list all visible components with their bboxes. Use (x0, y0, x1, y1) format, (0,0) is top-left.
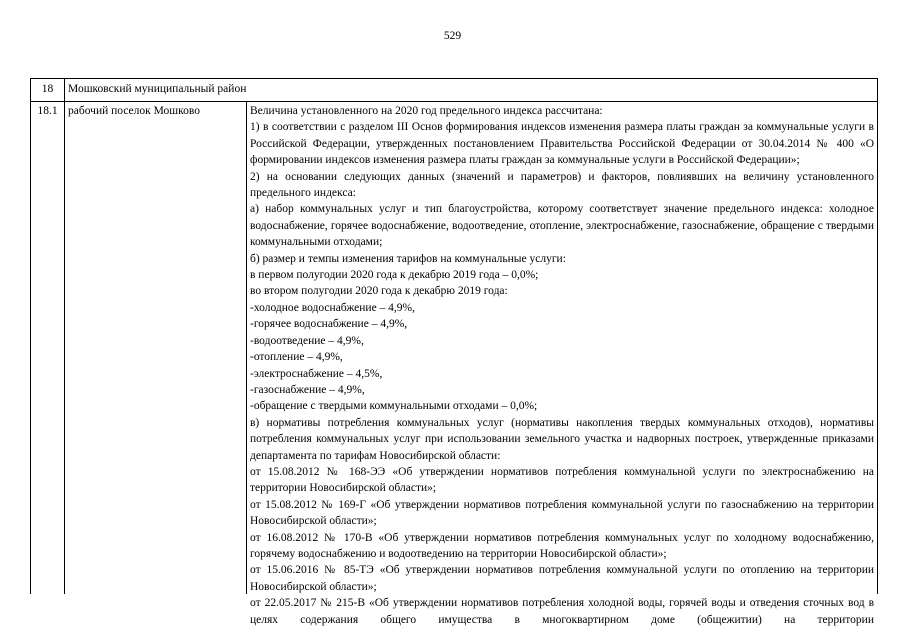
description-paragraph: от 15.08.2012 № 168-ЭЭ «Об утверждении нормативов потребления коммунальной услуги по электроснабжению на территории Новосибирской области»; (250, 465, 874, 495)
description-paragraph: -холодное водоснабжение – 4,9%, (250, 301, 415, 314)
description-paragraph: от 15.08.2012 № 169-Г «Об утверждении нормативов потребления коммунальной услуги по газоснабжению на территории Новосибирской области»; (250, 498, 874, 528)
index-description-cell (247, 102, 878, 626)
description-paragraph: а) набор коммунальных услуг и тип благоустройства, которому соответствует значение предельного индекса: холодное водоснабжение, горячее водоснабжение, водоотведение, отопление, электроснабжение, газоснабжение, обращение с твердыми коммунальными отходами; (250, 203, 874, 249)
index-description (250, 103, 874, 626)
page-number: 529 (443, 30, 462, 42)
description-paragraph: 1) в соответствии с разделом III Основ формирования индексов изменения размера платы граждан за коммунальные услуги в Российской Федерации, утвержденных постановлением Правительства Российской Федерации от 30.04.2014 № 400 «О формировании индексов изменения размера платы граждан за коммунальные услуги в Российской Федерации»; (250, 121, 874, 167)
description-paragraph: от 22.05.2017 № 215-В «Об утверждении нормативов потребления холодной воды, горячей воды и отведения сточных вод в целях содержания общего имущества в многоквартирном доме (общежитии) на территории (250, 597, 874, 626)
description-paragraph: б) размер и темпы изменения тарифов на коммунальные услуги: (250, 252, 566, 265)
row-number: 18 (31, 79, 65, 102)
description-paragraph: Величина установленного на 2020 год предельного индекса рассчитана: (250, 105, 603, 117)
description-paragraph: -отопление – 4,9%, (250, 351, 343, 364)
settlement-name: рабочий поселок Мошково (65, 102, 247, 595)
description-paragraph: 2) на основании следующих данных (значений и параметров) и факторов, повлиявших на величину установленного предельного индекса: (250, 170, 874, 200)
description-paragraph: -электроснабжение – 4,5%, (250, 367, 383, 380)
municipal-district-name: Мошковский муниципальный район (65, 79, 878, 102)
table-row-settlement (31, 102, 878, 595)
description-paragraph: во втором полугодии 2020 года к декабрю 2019 года: (250, 285, 508, 298)
table-row-municipal (31, 79, 878, 102)
description-paragraph: -горячее водоснабжение – 4,9%, (250, 318, 408, 331)
description-paragraph: -обращение с твердыми коммунальными отходами – 0,0%; (250, 400, 538, 413)
row-number: 18.1 (31, 102, 65, 595)
description-paragraph: в первом полугодии 2020 года к декабрю 2019 года – 0,0%; (250, 269, 539, 282)
description-paragraph: в) нормативы потребления коммунальных услуг (нормативы накопления твердых коммунальных отходов), нормативы потребления коммунальных услуг при использовании земельного участка и надворных построек, утвержденные приказами департамента по тарифам Новосибирской области: (250, 416, 874, 462)
description-paragraph: -водоотведение – 4,9%, (250, 334, 364, 347)
description-paragraph: от 16.08.2012 № 170-В «Об утверждении нормативов потребления коммунальных услуг по холодному водоснабжению, горячему водоснабжению и водоотведению на территории Новосибирской области»; (250, 531, 874, 560)
description-paragraph: -газоснабжение – 4,9%, (250, 383, 365, 396)
description-paragraph: от 15.06.2016 № 85-ТЭ «Об утверждении нормативов потребления коммунальной услуги по отоплению на территории Новосибирской области»; (250, 564, 874, 593)
index-table (30, 78, 878, 626)
